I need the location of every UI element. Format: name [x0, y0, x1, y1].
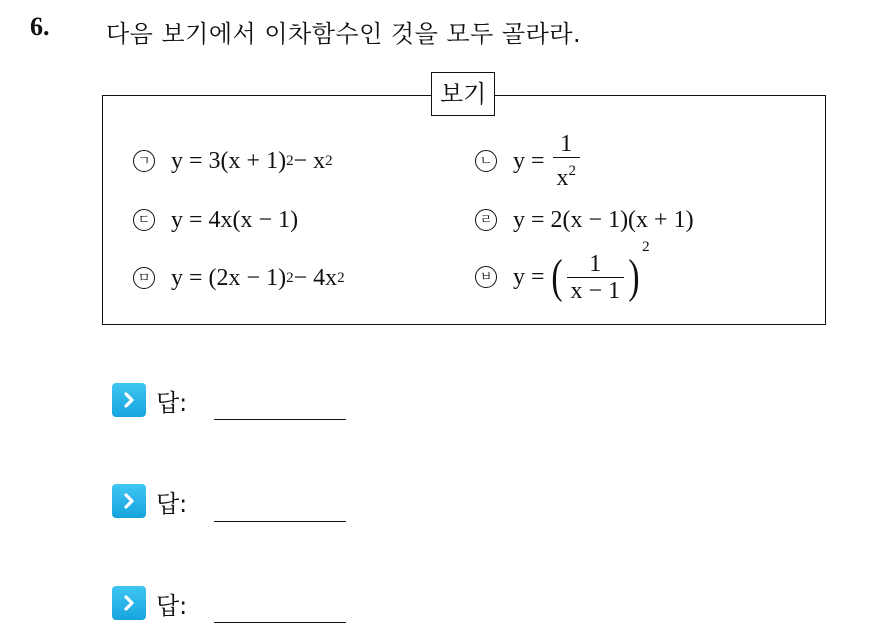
- chevron-right-icon: [112, 383, 146, 417]
- choices-box-title: 보기: [431, 72, 495, 116]
- choice-marker: ㅂ: [475, 266, 497, 288]
- choice-expression: y = 4x(x − 1): [171, 206, 299, 233]
- answer-input-2[interactable]: [214, 521, 346, 522]
- choice-marker: ㄱ: [133, 150, 155, 172]
- answer-label: 답:: [156, 591, 188, 620]
- question-text: 다음 보기에서 이차함수인 것을 모두 골라라.: [106, 20, 582, 48]
- answer-label: 답:: [156, 388, 188, 417]
- chevron-right-icon: [112, 484, 146, 518]
- answer-label: 답:: [156, 489, 188, 518]
- choice-expression: y = $\frac{1}{x^2}$: [513, 131, 582, 191]
- choice-item-5: [133, 253, 345, 303]
- answer-row-3: [112, 583, 187, 623]
- choice-item-1: [133, 136, 333, 186]
- answer-row-2: [112, 481, 187, 521]
- choice-marker: ㅁ: [133, 267, 155, 289]
- choice-item-6: [475, 238, 650, 310]
- choice-expression: y = 2(x − 1)(x + 1): [513, 206, 694, 233]
- choice-item-2: [475, 130, 582, 192]
- choice-item-3: [133, 195, 298, 245]
- choice-expression: y = (2x − 1) 2 − 4x 2: [171, 264, 345, 291]
- chevron-right-icon: [112, 586, 146, 620]
- answer-row-1: [112, 380, 187, 420]
- answer-input-3[interactable]: [214, 622, 346, 623]
- answer-input-1[interactable]: [214, 419, 346, 420]
- question-number: 6.: [30, 12, 50, 41]
- choice-marker: ㄹ: [475, 209, 497, 231]
- choice-item-4: [475, 195, 694, 245]
- choice-marker: ㄷ: [133, 209, 155, 231]
- choice-expression: y = 3(x + 1) 2 − x 2: [171, 147, 333, 174]
- choice-marker: ㄴ: [475, 150, 497, 172]
- choice-expression: y = ( $\frac{1}{x - 1}$ ) 2: [513, 238, 650, 304]
